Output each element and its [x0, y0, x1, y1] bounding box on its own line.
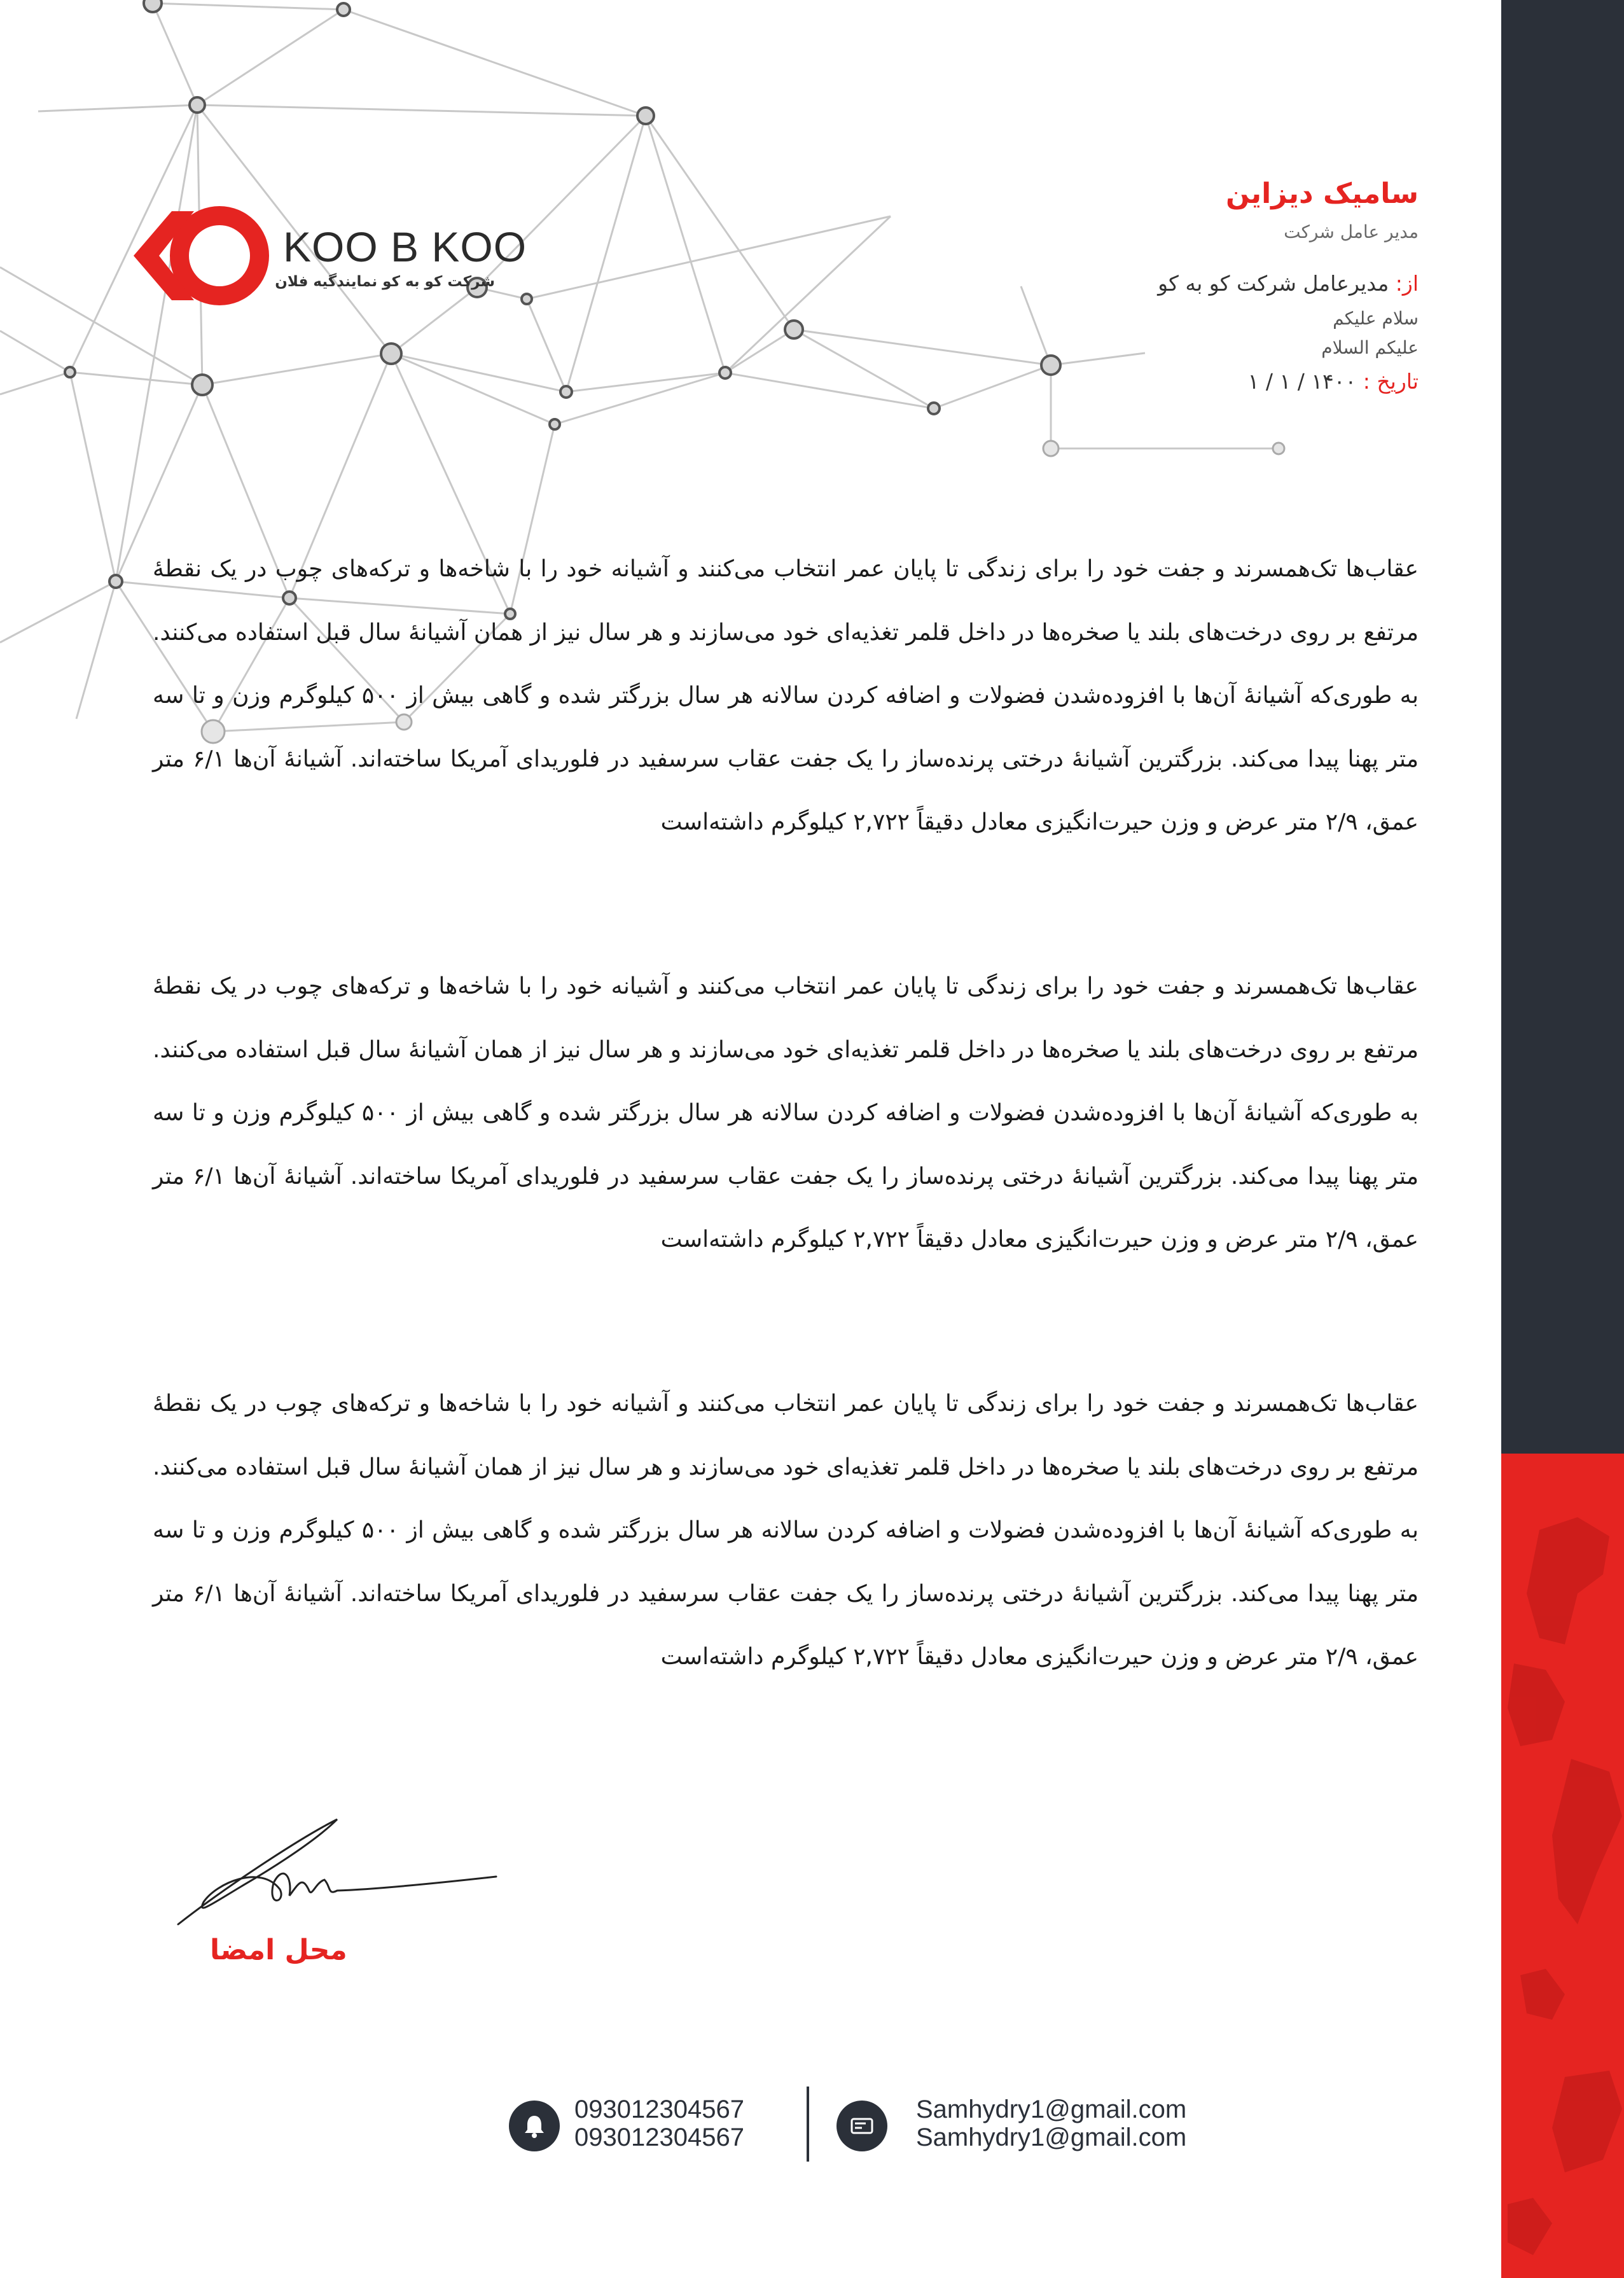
date-value: ۱۴۰۰ / ۱ / ۱	[1247, 369, 1357, 394]
sender-info	[973, 172, 1419, 398]
contact-divider	[807, 2087, 809, 2162]
logo-text: KOO B KOO	[283, 223, 527, 270]
body-paragraph-3: عقاب‌ها تک‌همسرند و جفت خود را برای زندگی تا پایان عمر انتخاب می‌کنند و آشیانه خود را با شاخه‌ها و ترکه‌های چوب در یک نقطهٔ مرتفع بر روی درخت‌های بلند یا صخره‌ها در داخل قلمر تغذیه‌ای خود می‌سازند و هر سال نیز از همان آشیانهٔ سال قبل استفاده می‌کنند. به طوری‌که آشیانهٔ آن‌ها با افزوده‌شدن فضولات و اضافه کردن سالانه هر سال بزرگتر شده و گاهی بیش از ۵۰۰ کیلوگرم وزن و تا سه متر پهنا پیدا می‌کند. بزرگترین آشیانهٔ درختی پرنده‌ساز را یک جفت عقاب سرسفید در فلوریدای آمریکا ساخته‌اند. آشیانهٔ آن‌ها ۶/۱ متر عمق، ۲/۹ متر عرض و وزن حیرت‌انگیزی معادل دقیقاً ۲,۷۲۲ کیلوگرم داشته‌است	[153, 1390, 1419, 1670]
from-label: از:	[1395, 271, 1419, 296]
signature-drawing	[172, 1813, 503, 1934]
side-bar-dark	[1501, 0, 1624, 1454]
contact-email	[836, 2085, 1231, 2162]
body-paragraph-1: عقاب‌ها تک‌همسرند و جفت خود را برای زندگی تا پایان عمر انتخاب می‌کنند و آشیانه خود را با شاخه‌ها و ترکه‌های چوب در یک نقطهٔ مرتفع بر روی درخت‌های بلند یا صخره‌ها در داخل قلمر تغذیه‌ای خود می‌سازند و هر سال نیز از همان آشیانهٔ سال قبل استفاده می‌کنند. به طوری‌که آشیانهٔ آن‌ها با افزوده‌شدن فضولات و اضافه کردن سالانه هر سال بزرگتر شده و گاهی بیش از ۵۰۰ کیلوگرم وزن و تا سه متر پهنا پیدا می‌کند. بزرگترین آشیانهٔ درختی پرنده‌ساز را یک جفت عقاب سرسفید در فلوریدای آمریکا ساخته‌اند. آشیانهٔ آن‌ها ۶/۱ متر عمق، ۲/۹ متر عرض و وزن حیرت‌انگیزی معادل دقیقاً ۲,۷۲۲ کیلوگرم داشته‌است	[153, 556, 1419, 836]
company-name: سامیک دیزاین	[1225, 177, 1419, 210]
world-map-decoration	[1501, 1454, 1624, 2278]
phone-number-1: 093012304567	[574, 2095, 744, 2123]
company-role: مدیر عامل شرکت	[1284, 221, 1419, 242]
company-logo	[134, 205, 527, 313]
contact-phone	[509, 2085, 776, 2162]
logo-subtitle: شرکت کو به کو نمایندگیه فلان	[275, 274, 495, 290]
koo-logo-icon	[134, 205, 274, 313]
email-1[interactable]: Samhydry1@gmail.com	[916, 2095, 1187, 2123]
from-line	[973, 266, 1419, 302]
email-lines	[916, 2095, 1186, 2151]
body-paragraph-2: عقاب‌ها تک‌همسرند و جفت خود را برای زندگی تا پایان عمر انتخاب می‌کنند و آشیانه خود را با شاخه‌ها و ترکه‌های چوب در یک نقطهٔ مرتفع بر روی درخت‌های بلند یا صخره‌ها در داخل قلمر تغذیه‌ای خود می‌سازند و هر سال نیز از همان آشیانهٔ سال قبل استفاده می‌کنند. به طوری‌که آشیانهٔ آن‌ها با افزوده‌شدن فضولات و اضافه کردن سالانه هر سال بزرگتر شده و گاهی بیش از ۵۰۰ کیلوگرم وزن و تا سه متر پهنا پیدا می‌کند. بزرگترین آشیانهٔ درختی پرنده‌ساز را یک جفت عقاب سرسفید در فلوریدای آمریکا ساخته‌اند. آشیانهٔ آن‌ها ۶/۱ متر عمق، ۲/۹ متر عرض و وزن حیرت‌انگیزی معادل دقیقاً ۲,۷۲۲ کیلوگرم داشته‌است	[153, 973, 1419, 1253]
date-label: تاریخ :	[1363, 369, 1419, 394]
mail-card-icon	[836, 2101, 887, 2151]
email-2[interactable]: Samhydry1@gmail.com	[916, 2123, 1187, 2151]
greeting-1: سلام علیکم	[1333, 308, 1419, 329]
date-line	[973, 365, 1419, 398]
phone-number-2: 093012304567	[574, 2123, 744, 2151]
greeting-2: علیکم السلام	[1321, 337, 1419, 358]
bell-icon	[509, 2101, 560, 2151]
signature-label: محل امضا	[210, 1934, 347, 1966]
from-value: مدیرعامل شرکت کو به کو	[1158, 271, 1389, 296]
phone-lines	[574, 2095, 744, 2151]
side-bar-red	[1501, 1454, 1624, 2278]
letter-body	[153, 538, 1419, 1789]
